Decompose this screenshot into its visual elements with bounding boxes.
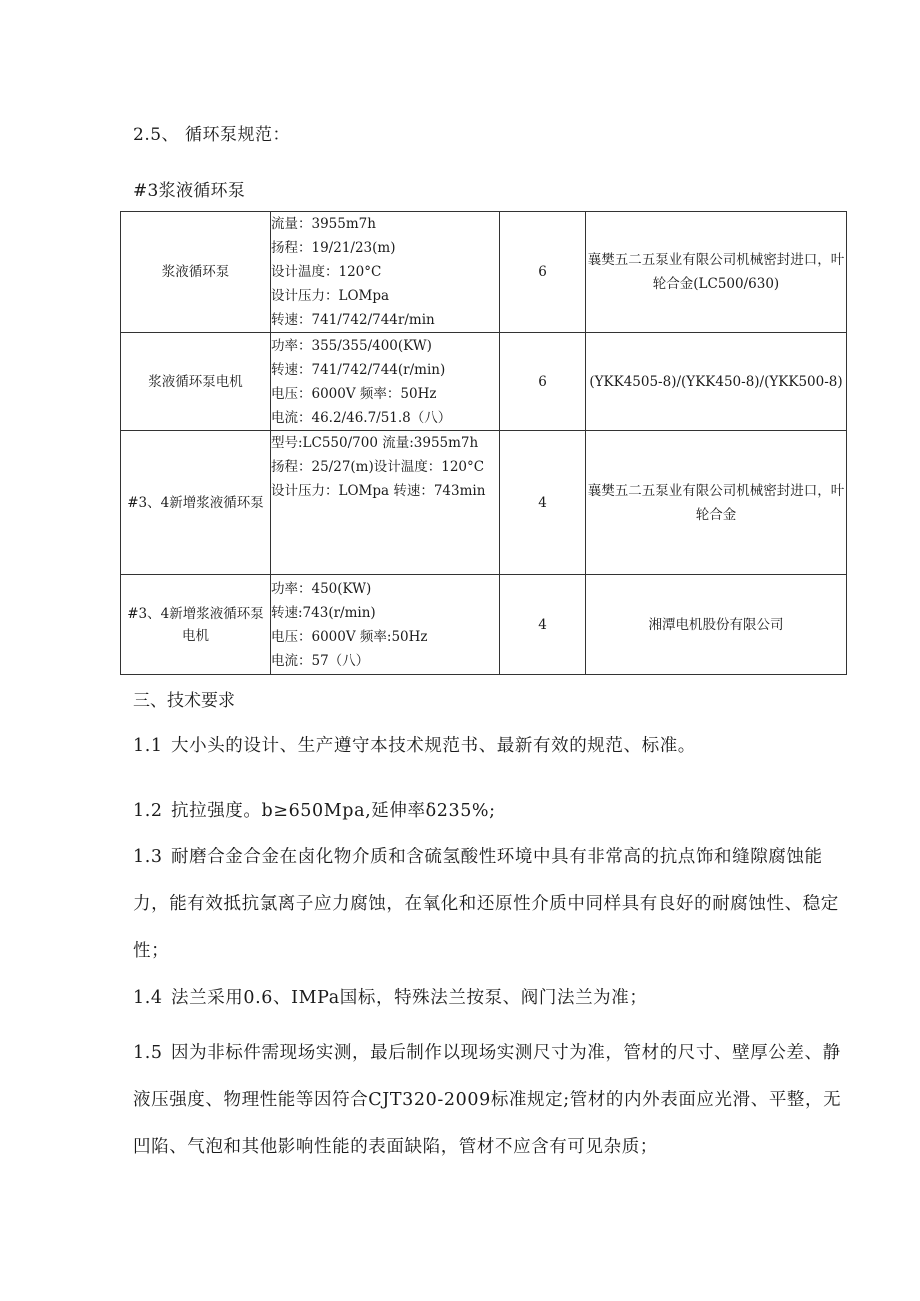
- item-number: 1.1: [133, 736, 163, 756]
- param-line: 转速:743(r/min): [271, 604, 376, 621]
- requirement-item: [133, 834, 848, 975]
- equipment-params: [271, 333, 500, 431]
- section-heading-3: 三、技术要求: [133, 691, 235, 711]
- equipment-params: [271, 212, 500, 333]
- param-line: 电流：46.2/46.7/51.8（八）: [271, 409, 452, 426]
- param-line: 流量：3955m7h: [271, 216, 376, 232]
- param-line: 转速：741/742/744(r/min): [271, 361, 446, 378]
- requirement-item: [133, 975, 848, 1022]
- requirement-item: [133, 1030, 848, 1171]
- table-row: [121, 575, 847, 675]
- equipment-name: 浆液循环泵电机: [121, 333, 271, 431]
- equipment-manufacturer: 襄樊五二五泵业有限公司机械密封进口，叶轮合金(LC500/630): [586, 212, 847, 333]
- equipment-quantity: 6: [500, 333, 586, 431]
- equipment-quantity: 4: [500, 431, 586, 575]
- pump-spec-table: [120, 211, 847, 675]
- requirement-item: [133, 723, 848, 770]
- equipment-quantity: 4: [500, 575, 586, 675]
- param-line: 电压：6000V 频率:50Hz: [271, 628, 428, 645]
- equipment-name: #3、4新增浆液循环泵电机: [121, 575, 271, 675]
- table-caption: #3浆液循环泵: [133, 181, 246, 201]
- item-text: 耐磨合金合金在卤化物介质和含硫氢酸性环境中具有非常高的抗点饰和缝隙腐蚀能力，能有效抵抗氯离子应力腐蚀，在氧化和还原性介质中同样具有良好的耐腐蚀性、稳定性；: [133, 847, 839, 961]
- equipment-name: #3、4新增浆液循环泵: [121, 431, 271, 575]
- param-line: 扬程：19/21/23(m): [271, 240, 396, 256]
- table-row: [121, 431, 847, 575]
- section-heading-2-5: 2.5、 循环泵规范：: [133, 125, 290, 145]
- item-text: 法兰采用0.6、IMPa国标，特殊法兰按泵、阀门法兰为准；: [171, 988, 648, 1008]
- item-text: 抗拉强度。b≥650Mpa,延伸率δ235%;: [171, 801, 496, 821]
- equipment-manufacturer: 襄樊五二五泵业有限公司机械密封进口，叶轮合金: [586, 431, 847, 575]
- param-line: 转速：741/742/744r/min: [271, 312, 435, 328]
- param-line: 设计压力：LOMpa: [271, 288, 390, 304]
- requirement-item: [133, 788, 848, 835]
- table-row: [121, 212, 847, 333]
- item-text: 因为非标件需现场实测，最后制作以现场实测尺寸为准，管材的尺寸、壁厚公差、静液压强度、物理性能等因符合CJT320-2009标准规定;管材的内外表面应光滑、平整，无凹陷、气泡和其他影响性能的表面缺陷，管材不应含有可见杂质；: [133, 1043, 842, 1157]
- param-line: 设计温度：120°C: [271, 264, 382, 280]
- equipment-manufacturer: 湘潭电机股份有限公司: [586, 575, 847, 675]
- equipment-params: [271, 431, 500, 575]
- param-line: 型号:LC550/700 流量:3955m7h: [271, 435, 479, 451]
- item-number: 1.5: [133, 1043, 163, 1063]
- param-line: 设计压力：LOMpa 转速：743min: [271, 483, 486, 499]
- item-text: 大小头的设计、生产遵守本技术规范书、最新有效的规范、标准。: [171, 736, 696, 756]
- equipment-quantity: 6: [500, 212, 586, 333]
- param-line: 功率：355/355/400(KW): [271, 337, 432, 354]
- equipment-manufacturer: (YKK4505-8)/(YKK450-8)/(YKK500-8): [586, 333, 847, 431]
- equipment-params: [271, 575, 500, 675]
- item-number: 1.4: [133, 988, 163, 1008]
- param-line: 功率：450(KW): [271, 580, 372, 597]
- param-line: 扬程：25/27(m)设计温度：120°C: [271, 459, 485, 475]
- item-number: 1.2: [133, 801, 163, 821]
- table-row: [121, 333, 847, 431]
- item-number: 1.3: [133, 847, 163, 867]
- equipment-name: 浆液循环泵: [121, 212, 271, 333]
- param-line: 电压：6000V 频率：50Hz: [271, 385, 437, 402]
- param-line: 电流：57（八）: [271, 652, 370, 669]
